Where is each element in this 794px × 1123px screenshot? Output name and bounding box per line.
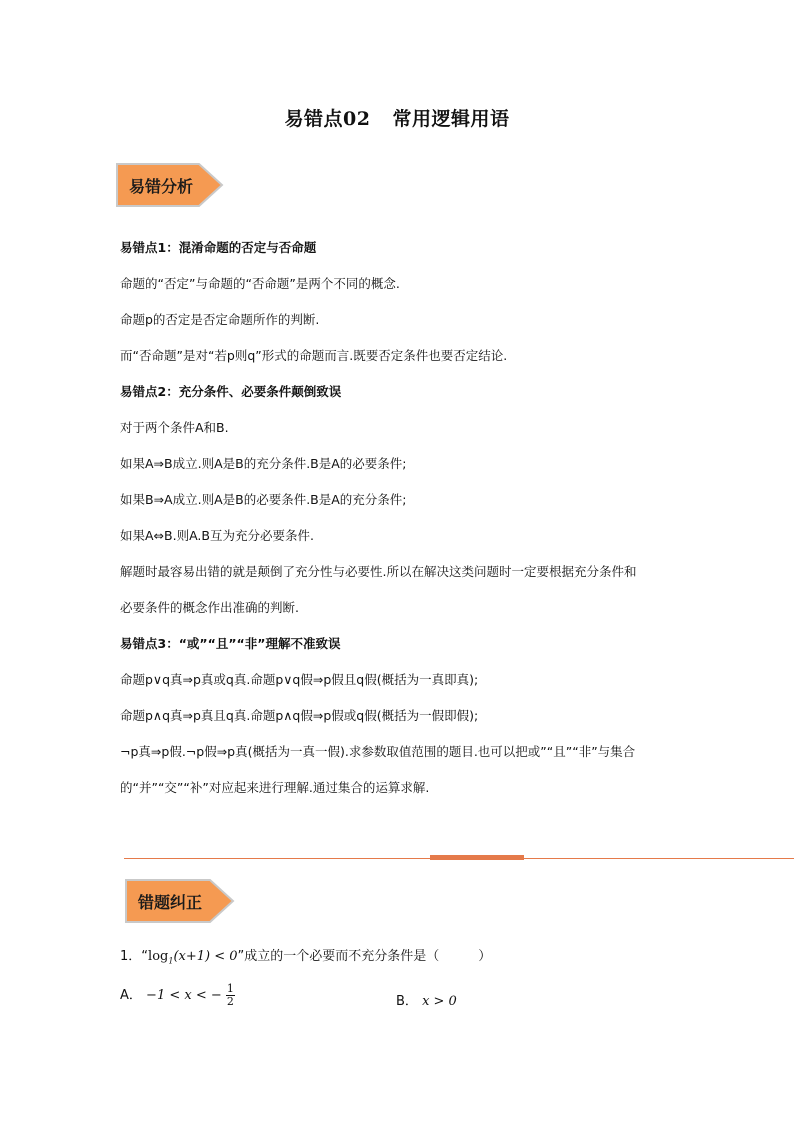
question-1 <box>120 945 491 966</box>
text-line: 命题的“否定”与命题的“否命题”是两个不同的概念. <box>120 276 400 291</box>
option-b-inequality: x > 0 <box>422 994 457 1009</box>
section-badge-correction <box>124 878 236 924</box>
log-base: 1 <box>168 956 174 966</box>
section-badge-analysis <box>115 162 225 208</box>
section-divider-accent <box>430 855 524 860</box>
heading-point-1: 易错点1：混淆命题的否定与否命题 <box>120 240 317 255</box>
option-a <box>120 983 235 1008</box>
text-line: 如果A⇔B.则A.B互为充分必要条件. <box>120 528 314 543</box>
option-b <box>396 990 457 1009</box>
text-line: 如果B⇒A成立.则A是B的必要条件.B是A的充分条件; <box>120 492 407 507</box>
text-line: ¬p真⇒p假.¬p假⇒p真(概括为一真一假).求参数取值范围的题目.也可以把或”“且”“非”与集合 <box>120 744 636 759</box>
badge-label: 错题纠正 <box>138 892 203 912</box>
question-number: 1． <box>120 949 142 964</box>
text-line: 命题p∨q真⇒p真或q真.命题p∨q假⇒p假且q假(概括为一真即真); <box>120 672 479 687</box>
heading-point-2: 易错点2：充分条件、必要条件颠倒致误 <box>120 384 342 399</box>
option-a-inequality: −1 < x < − <box>146 988 222 1003</box>
text-line: 如果A⇒B成立.则A是B的充分条件.B是A的必要条件; <box>120 456 407 471</box>
title-code: 易错点02 <box>284 108 371 130</box>
quote-open: “ <box>141 949 149 964</box>
title-topic: 常用逻辑用语 <box>392 108 510 130</box>
fraction <box>226 983 235 1008</box>
question-stem: ”成立的一个必要而不充分条件是（ ） <box>237 949 492 964</box>
fraction-denominator: 2 <box>226 995 234 1008</box>
text-line: 命题p∧q真⇒p真且q真.命题p∧q假⇒p假或q假(概括为一假即假); <box>120 708 479 723</box>
text-line: 命题p的否定是否定命题所作的判断. <box>120 312 320 327</box>
log-function: log <box>148 949 169 964</box>
text-line: 解题时最容易出错的就是颠倒了充分性与必要性.所以在解决这类问题时一定要根据充分条件和 <box>120 564 637 579</box>
text-line: 而“否命题”是对“若p则q”形式的命题而言.既要否定条件也要否定结论. <box>120 348 508 363</box>
option-b-label: B． <box>396 994 418 1009</box>
log-argument: (x+1) < 0 <box>173 949 238 964</box>
page-title <box>0 104 794 131</box>
fraction-numerator: 1 <box>226 982 234 995</box>
option-a-label: A． <box>120 988 142 1003</box>
badge-label: 易错分析 <box>129 176 194 196</box>
heading-point-3: 易错点3：“或”“且”“非”理解不准致误 <box>120 636 341 651</box>
text-line: 对于两个条件A和B. <box>120 420 229 435</box>
text-line: 的“并”“交”“补”对应起来进行理解.通过集合的运算求解. <box>120 780 430 795</box>
text-line: 必要条件的概念作出准确的判断. <box>120 600 299 615</box>
